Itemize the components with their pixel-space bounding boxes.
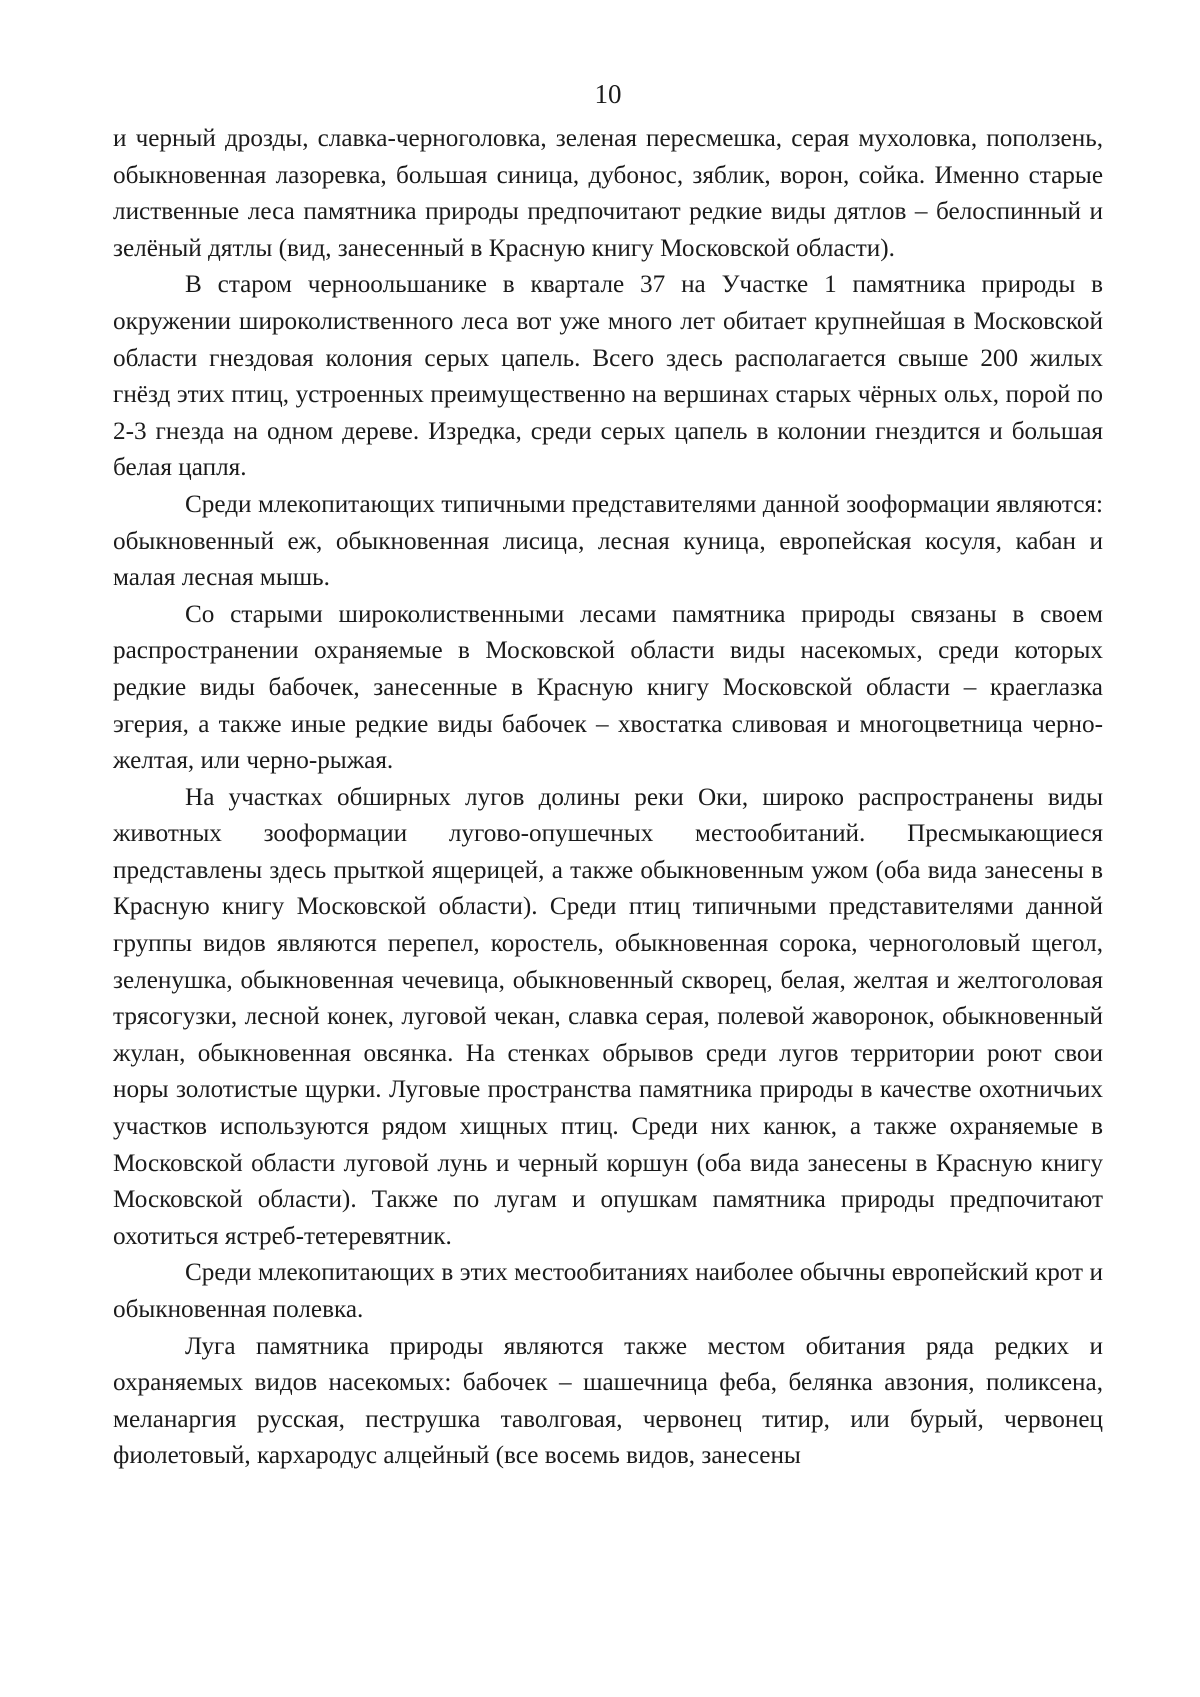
paragraph-meadow-insects: Луга памятника природы являются также местом обитания ряда редких и охраняемых видов насекомых: бабочек – шашечница феба, белянка авзония, поликсена, меланаргия русская, пеструшка таволговая, червонец титир, или бурый, червонец фиолетовый, кархародус алцейный (все восемь видов, занесены	[113, 1332, 1103, 1470]
paragraph-heron-colony: В старом черноольшанике в квартале 37 на Участке 1 памятника природы в окружении широколиственного леса вот уже много лет обитает крупнейшая в Московской области гнездовая колония серых цапель. Всего здесь располагается свыше 200 жилых гнёзд этих птиц, устроенных преимущественно на вершинах старых чёрных ольх, порой по 2-3 гнезда на одном дереве. Изредка, среди серых цапель в колонии гнездится и большая белая цапля.	[113, 271, 1103, 482]
paragraph-forest-insects: Со старыми широколиственными лесами памятника природы связаны в своем распространении охраняемые в Московской области виды насекомых, среди которых редкие виды бабочек, занесенные в Красную книгу Московской области – краеглазка эгерия, а также иные редкие виды бабочек – хвостатка сливовая и многоцветница черно-желтая, или черно-рыжая.	[113, 600, 1103, 775]
paragraph-birds-continued: и черный дрозды, славка-черноголовка, зеленая пересмешка, серая мухоловка, поползень, обыкновенная лазоревка, большая синица, дубонос, зяблик, ворон, сойка. Именно старые лиственные леса памятника природы предпочитают редкие виды дятлов – белоспинный и зелёный дятлы (вид, занесенный в Красную книгу Московской области).	[113, 125, 1103, 262]
paragraph-meadow-animals: На участках обширных лугов долины реки Оки, широко распространены виды животных зооформации лугово-опушечных местообитаний. Пресмыкающиеся представлены здесь прыткой ящерицей, а также обыкновенным ужом (оба вида занесены в Красную книгу Московской области). Среди птиц типичными представителями данной группы видов являются перепел, коростель, обыкновенная сорока, черноголовый щегол, зеленушка, обыкновенная чечевица, обыкновенный скворец, белая, желтая и желтоголовая трясогузки, лесной конек, луговой чекан, славка серая, полевой жаворонок, обыкновенный жулан, обыкновенная овсянка. На стенках обрывов среди лугов территории роют свои норы золотистые щурки. Луговые пространства памятника природы в качестве охотничьих участков используются рядом хищных птиц. Среди них канюк, а также охраняемые в Московской области луговой лунь и черный коршун (оба вида занесены в Красную книгу Московской области). Также по лугам и опушкам памятника природы предпочитают охотиться ястреб-тетеревятник.	[113, 783, 1103, 1250]
paragraph-forest-mammals: Среди млекопитающих типичными представителями данной зооформации являются: обыкновенный еж, обыкновенная лисица, лесная куница, европейская косуля, кабан и малая лесная мышь.	[113, 490, 1103, 592]
document-body	[113, 121, 1103, 1475]
paragraph-meadow-mammals: Среди млекопитающих в этих местообитаниях наиболее обычны европейский крот и обыкновенная полевка.	[113, 1259, 1103, 1323]
page-number: 10	[594, 79, 622, 109]
